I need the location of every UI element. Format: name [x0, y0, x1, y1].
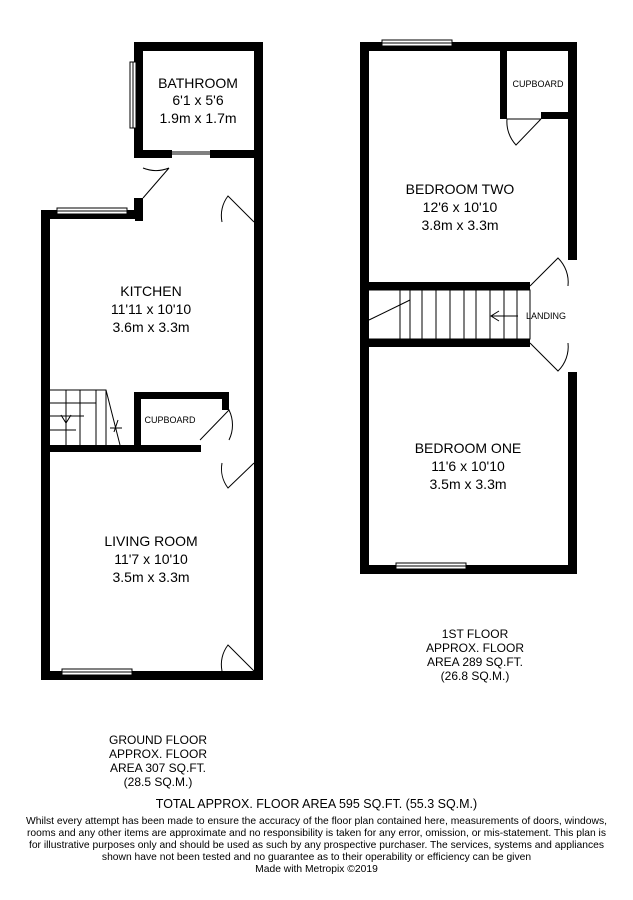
- bathroom-imperial: 6'1 x 5'6: [172, 92, 224, 108]
- bathroom-bottom-wall-a: [134, 150, 172, 158]
- disclaimer-text: Whilst every attempt has been made to ensure the accuracy of the floor plan contained here, measurements of doors, windows, rooms and any other items are approximate and no responsibility is taken for any error, omission, or mis-statement. This plan is for illustrative purposes only and should be used as such by any prospective purchaser. The services, systems and appliances shown have not been tested and no guarantee as to their operability or efficiency can be given: [26, 816, 607, 863]
- living-room-name: LIVING ROOM: [104, 533, 198, 549]
- kitchen-living-wall: [41, 445, 201, 452]
- first-cupboard-door: [507, 119, 541, 145]
- credit: Made with Metropix ©2019: [255, 864, 378, 875]
- first-bottom-wall: [360, 565, 577, 574]
- bedroom-one-metric: 3.5m x 3.3m: [429, 476, 507, 492]
- ground-floor-area-line4: (28.5 SQ.M.): [123, 775, 193, 789]
- landing-name: LANDING: [525, 311, 567, 321]
- total-area: TOTAL APPROX. FLOOR AREA 595 SQ.FT. (55.3 SQ.M.): [155, 797, 478, 811]
- bathroom-right-wall: [254, 42, 263, 212]
- kitchen-stub-wall: [135, 219, 143, 221]
- ground-floor-area-line2: APPROX. FLOOR: [108, 747, 208, 761]
- ground-floor-area: [88, 733, 228, 789]
- first-floor-area-line4: (26.8 SQ.M.): [440, 669, 510, 683]
- bathroom-name: BATHROOM: [158, 75, 238, 91]
- cupboard-door: [200, 410, 232, 440]
- kitchen-imperial: 11'11 x 10'10: [110, 301, 192, 317]
- first-doors: [507, 119, 568, 371]
- bedroom-two-door: [530, 258, 568, 286]
- first-floor-area-line3: AREA 289 SQ.FT.: [426, 655, 524, 669]
- cupboard-left-wall: [134, 392, 141, 450]
- first-floor-area: [405, 627, 545, 683]
- kitchen-metric: 3.6m x 3.3m: [112, 319, 190, 335]
- first-right-wall-top: [568, 42, 577, 260]
- ground-floor-area-line3: AREA 307 SQ.FT.: [109, 761, 207, 775]
- ground-stairs: [50, 390, 122, 445]
- bathroom-metric: 1.9m x 1.7m: [159, 110, 237, 126]
- bedroom-two-name: BEDROOM TWO: [405, 181, 515, 197]
- bathroom-bottom-wall-b: [210, 150, 263, 158]
- bedroom-two-imperial: 12'6 x 10'10: [422, 199, 498, 215]
- living-door: [221, 463, 254, 488]
- bedroom-one-imperial: 11'6 x 10'10: [431, 458, 505, 474]
- bedroom-one-top-wall: [360, 339, 530, 347]
- cupboard-top-wall: [134, 392, 229, 399]
- first-right-wall-bottom: [568, 372, 577, 572]
- first-cupboard-left-wall: [500, 42, 507, 119]
- bedroom-one-door: [530, 343, 568, 371]
- ground-cupboard-name: CUPBOARD: [144, 415, 196, 425]
- first-floor-area-line2: APPROX. FLOOR: [425, 641, 525, 655]
- first-stairs: [369, 290, 530, 339]
- ground-right-wall: [254, 210, 263, 680]
- first-left-wall: [360, 42, 369, 572]
- ground-floor-area-line1: GROUND FLOOR: [108, 733, 207, 747]
- disclaimer: [20, 816, 613, 876]
- bedroom-two-bottom-wall: [360, 282, 530, 290]
- bedroom-one-name: BEDROOM ONE: [414, 440, 522, 456]
- stairs-arrow: [61, 398, 71, 423]
- bathroom-top-wall: [134, 42, 263, 51]
- kitchen-name: KITCHEN: [120, 283, 182, 299]
- living-room-metric: 3.5m x 3.3m: [112, 569, 190, 585]
- first-cupboard-bottom-wall: [541, 112, 577, 119]
- front-door: [221, 645, 254, 671]
- first-floor-area-line1: 1ST FLOOR: [441, 627, 509, 641]
- living-room-imperial: 11'7 x 10'10: [114, 551, 188, 567]
- bathroom-stub-wall: [134, 198, 143, 219]
- kitchen-door: [221, 196, 254, 222]
- cupboard-right-wall-stub: [222, 392, 229, 410]
- bathroom-hall-door: [143, 168, 169, 198]
- first-cupboard-name: CUPBOARD: [512, 79, 564, 89]
- ground-doors: [143, 152, 254, 671]
- bedroom-two-metric: 3.8m x 3.3m: [421, 217, 499, 233]
